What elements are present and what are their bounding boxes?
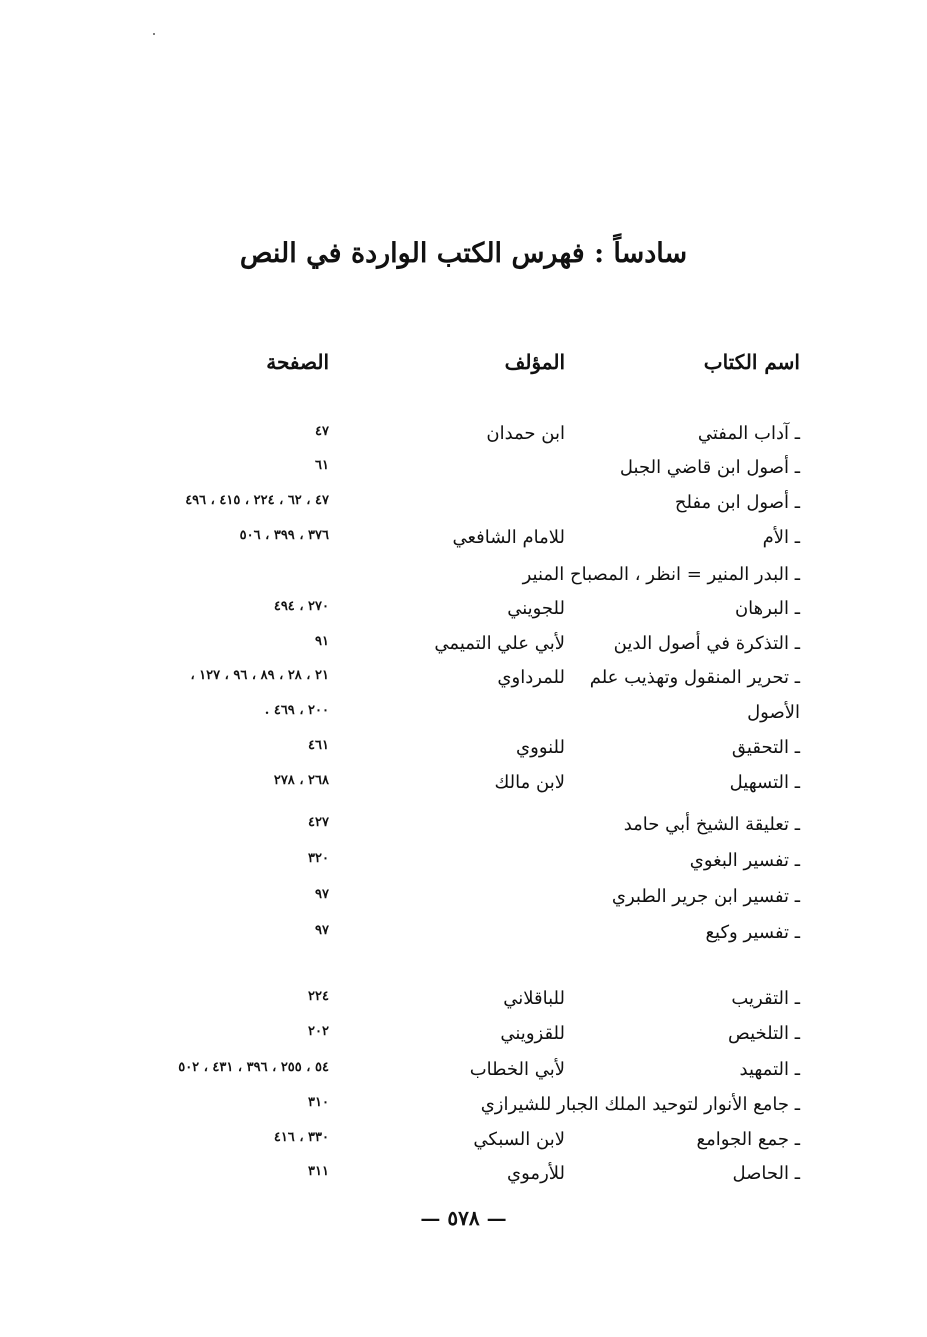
index-row <box>0 770 927 800</box>
book-name: ـ تحرير المنقول وتهذيب علم <box>589 667 800 688</box>
book-name: ـ البدر المنير = انظر ، المصباح المنير <box>522 564 800 585</box>
book-name: ـ التمهيد <box>739 1059 800 1080</box>
page-title: سادساً : فهرس الكتب الواردة في النص <box>239 238 688 269</box>
page-refs: ٣١١ <box>308 1164 329 1179</box>
page-refs: ٩١ <box>315 634 329 649</box>
author-name: للأرموي <box>507 1163 565 1184</box>
page-refs: ٤٧ ، ٦٢ ، ٢٢٤ ، ٤١٥ ، ٤٩٦ <box>185 493 329 508</box>
author-name: للباقلاني <box>503 988 565 1009</box>
page-refs: ٦١ <box>315 458 329 473</box>
index-row <box>0 812 927 842</box>
book-name: ـ التحقيق <box>731 737 800 758</box>
page-refs: ٣٧٦ ، ٣٩٩ ، ٥٠٦ <box>239 528 329 543</box>
page-refs: ٢٢٤ <box>308 989 329 1004</box>
book-name: ـ تعليقة الشيخ أبي حامد <box>623 814 800 835</box>
page-refs: ٢١ ، ٢٨ ، ٨٩ ، ٩٦ ، ١٢٧ ، <box>190 668 329 683</box>
book-name: ـ الحاصل <box>732 1163 800 1184</box>
author-name: ابن حمدان <box>486 423 565 444</box>
page-number: — ٥٧٨ — <box>420 1206 507 1230</box>
index-row <box>0 596 927 626</box>
page-refs: ٣١٠ <box>308 1095 329 1110</box>
index-row <box>0 1161 927 1191</box>
header-book-name: اسم الكتاب <box>703 350 800 374</box>
index-row <box>0 1057 927 1087</box>
page-refs: ٥٤ ، ٢٥٥ ، ٣٩٦ ، ٤٣١ ، ٥٠٢ <box>178 1060 329 1075</box>
author-name: للمرداوي <box>497 667 565 688</box>
author-name: للامام الشافعي <box>452 527 565 548</box>
author-name: لابن مالك <box>494 772 565 793</box>
scan-speck <box>153 33 155 35</box>
index-row <box>0 986 927 1016</box>
index-row <box>0 884 927 914</box>
header-page: الصفحة <box>266 350 329 374</box>
book-name: ـ التقريب <box>731 988 800 1009</box>
page-refs: ٣٣٠ ، ٤١٦ <box>273 1130 329 1145</box>
book-name: ـ التسهيل <box>729 772 800 793</box>
page-refs: ٢٧٠ ، ٤٩٤ <box>273 599 329 614</box>
book-name: ـ تفسير البغوي <box>689 850 800 871</box>
book-name: ـ تفسير وكيع <box>705 922 800 943</box>
index-row <box>0 848 927 878</box>
index-row <box>0 631 927 661</box>
index-row <box>0 1127 927 1157</box>
page-refs: ٢٠٠ ، ٤٦٩ . <box>264 703 329 718</box>
author-name: لأبي علي التميمي <box>434 633 565 654</box>
page-refs: ٤٦١ <box>308 738 329 753</box>
author-name: لأبي الخطاب <box>469 1059 565 1080</box>
index-row <box>0 455 927 485</box>
book-name: ـ أصول ابن مفلح <box>674 492 800 513</box>
page-refs: ٤٢٧ <box>308 815 329 830</box>
author-name: للجويني <box>507 598 565 619</box>
page-refs: ٩٧ <box>315 923 329 938</box>
book-name: ـ البرهان <box>734 598 800 619</box>
author-name: للقزويني <box>500 1023 565 1044</box>
book-name: ـ الأم <box>762 527 800 548</box>
index-row <box>0 490 927 520</box>
index-row <box>0 562 927 592</box>
book-name: ـ التلخيص <box>728 1023 800 1044</box>
header-author: المؤلف <box>504 350 565 374</box>
author-name: للنووي <box>516 737 565 758</box>
page-refs: ٣٢٠ <box>308 851 329 866</box>
book-name: ـ أصول ابن قاضي الجبل <box>619 457 800 478</box>
author-name: لابن السبكي <box>473 1129 565 1150</box>
index-row <box>0 920 927 950</box>
page-refs: ٩٧ <box>315 887 329 902</box>
book-name: ـ التذكرة في أصول الدين <box>613 633 800 654</box>
index-row <box>0 665 927 695</box>
index-row <box>0 1021 927 1051</box>
page-refs: ٤٧ <box>315 424 329 439</box>
index-row <box>0 735 927 765</box>
page-refs: ٢٦٨ ، ٢٧٨ <box>273 773 329 788</box>
index-row <box>0 700 927 730</box>
index-row <box>0 525 927 555</box>
index-row <box>0 421 927 451</box>
book-name: ـ تفسير ابن جرير الطبري <box>611 886 800 907</box>
index-row <box>0 1092 927 1122</box>
book-name: ـ آداب المفتي <box>697 423 800 444</box>
book-name: الأصول <box>747 702 800 723</box>
book-name: ـ جامع الأنوار لتوحيد الملك الجبار للشيرازي <box>480 1094 800 1115</box>
book-name: ـ جمع الجوامع <box>696 1129 800 1150</box>
page-refs: ٢٠٢ <box>308 1024 329 1039</box>
